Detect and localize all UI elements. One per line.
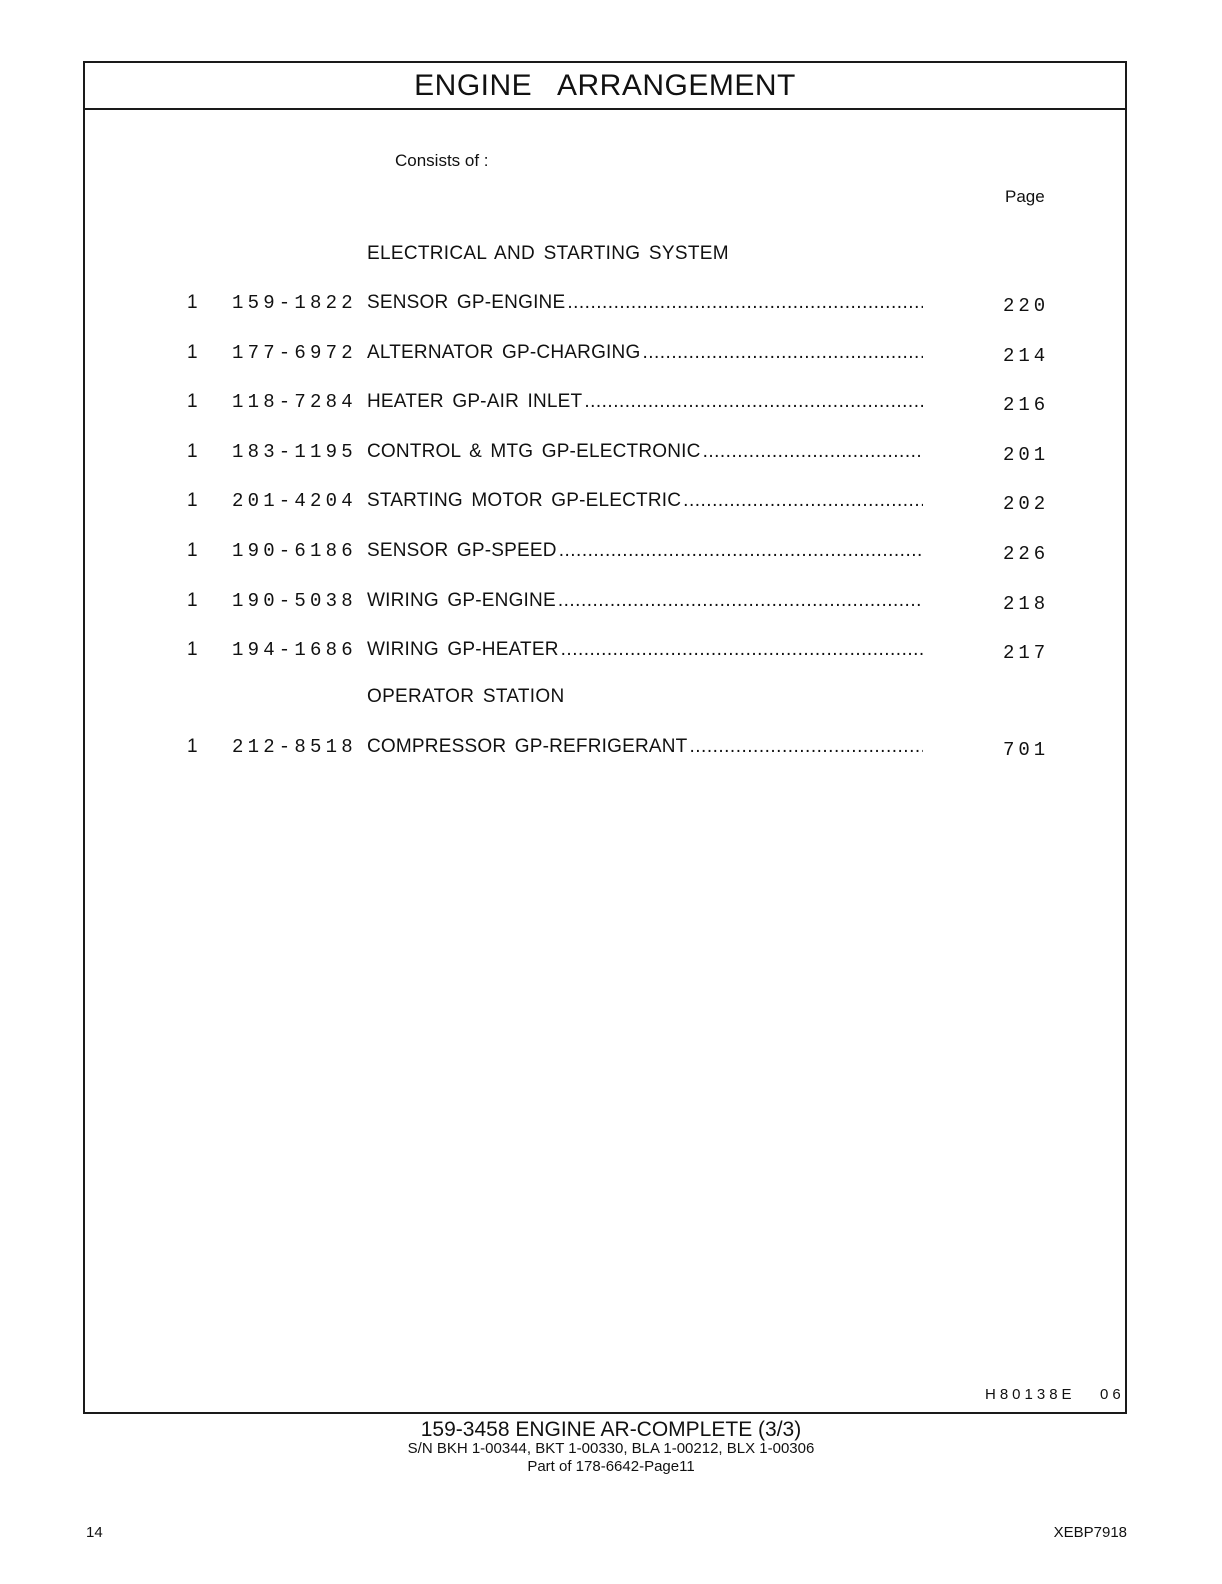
- row-part-number: 183-1195: [232, 441, 357, 463]
- row-qty: 1: [187, 342, 198, 363]
- row-description: ALTERNATOR GP-CHARGING .....: [367, 342, 923, 364]
- row-description: CONTROL & MTG GP-ELECTRONIC .....: [367, 441, 923, 463]
- content-frame: [83, 61, 1127, 1414]
- section-heading-electrical: ELECTRICAL AND STARTING SYSTEM: [367, 243, 729, 264]
- row-page: 226: [1003, 543, 1050, 565]
- row-description: HEATER GP-AIR INLET .....: [367, 391, 923, 413]
- illustration-code: H80138E 06: [985, 1386, 1125, 1403]
- page-number: 14: [86, 1524, 103, 1541]
- footer-serial-numbers: S/N BKH 1-00344, BKT 1-00330, BLA 1-00212, BLX 1-00306: [407, 1440, 815, 1457]
- row-qty: 1: [187, 590, 198, 611]
- row-part-number: 159-1822: [232, 292, 357, 314]
- row-part-number: 201-4204: [232, 490, 357, 512]
- table-row: [85, 540, 1125, 570]
- row-page: 218: [1003, 593, 1050, 615]
- row-part-number: 190-5038: [232, 590, 357, 612]
- footer-title: 159-3458 ENGINE AR-COMPLETE (3/3): [420, 1418, 802, 1441]
- page-title: ENGINE ARRANGEMENT: [414, 69, 796, 102]
- row-qty: 1: [187, 736, 198, 757]
- document-id: XEBP7918: [1053, 1524, 1127, 1541]
- row-part-number: 118-7284: [232, 391, 357, 413]
- row-qty: 1: [187, 639, 198, 660]
- row-description: WIRING GP-ENGINE .....: [367, 590, 923, 612]
- section-heading-operator-station: OPERATOR STATION: [367, 686, 565, 707]
- page-column-header: Page: [1005, 187, 1045, 206]
- row-part-number: 190-6186: [232, 540, 357, 562]
- row-part-number: 212-8518: [232, 736, 357, 758]
- row-page: 217: [1003, 642, 1050, 664]
- row-page: 201: [1003, 444, 1050, 466]
- table-row: [85, 736, 1125, 766]
- table-row: [85, 391, 1125, 421]
- row-page: 701: [1003, 739, 1050, 761]
- title-bar: [85, 63, 1125, 110]
- row-description: SENSOR GP-SPEED .....: [367, 540, 923, 562]
- table-row: [85, 490, 1125, 520]
- row-description: STARTING MOTOR GP-ELECTRIC .....: [367, 490, 923, 512]
- row-description: WIRING GP-HEATER .....: [367, 639, 923, 661]
- row-qty: 1: [187, 490, 198, 511]
- table-row: [85, 292, 1125, 322]
- row-qty: 1: [187, 292, 198, 313]
- row-part-number: 177-6972: [232, 342, 357, 364]
- row-page: 202: [1003, 493, 1050, 515]
- row-qty: 1: [187, 441, 198, 462]
- row-part-number: 194-1686: [232, 639, 357, 661]
- row-description: SENSOR GP-ENGINE .....: [367, 292, 923, 314]
- table-row: [85, 441, 1125, 471]
- row-page: 214: [1003, 345, 1050, 367]
- consists-label: Consists of :: [395, 151, 489, 170]
- row-qty: 1: [187, 540, 198, 561]
- footer-part-of: Part of 178-6642-Page11: [527, 1458, 695, 1475]
- row-page: 220: [1003, 295, 1050, 317]
- table-row: [85, 639, 1125, 669]
- row-description: COMPRESSOR GP-REFRIGERANT .....: [367, 736, 923, 758]
- row-qty: 1: [187, 391, 198, 412]
- table-row: [85, 590, 1125, 620]
- row-page: 216: [1003, 394, 1050, 416]
- table-row: [85, 342, 1125, 372]
